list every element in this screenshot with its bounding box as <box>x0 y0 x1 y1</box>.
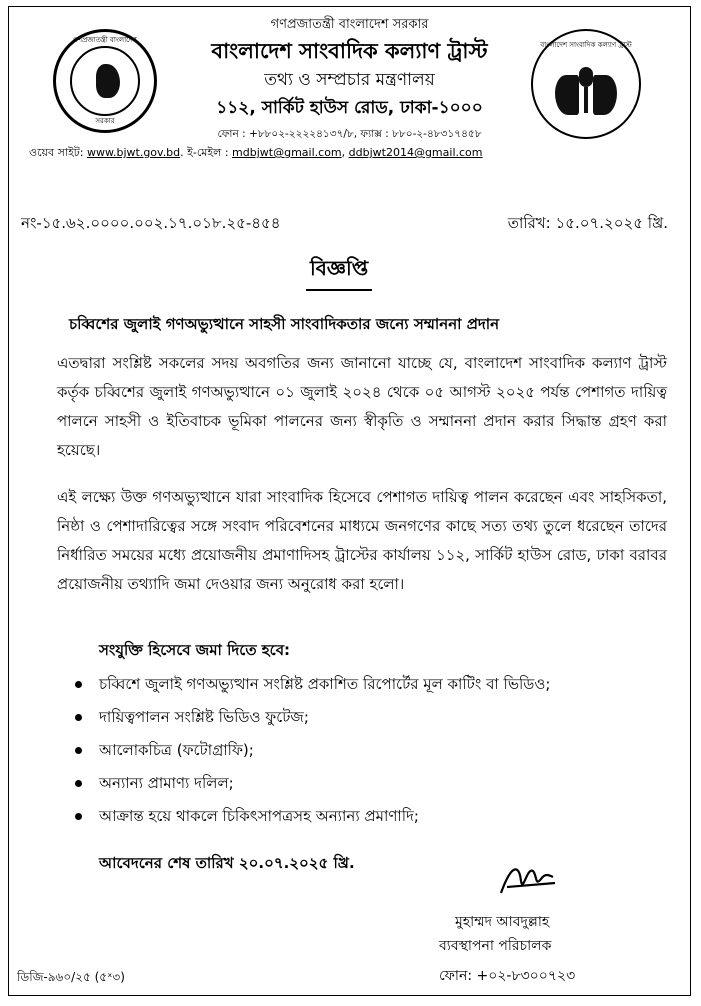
ministry-name: তথ্য ও সম্প্রচার মন্ত্রণালয় <box>264 70 435 90</box>
attachments-heading: সংযুক্তি হিসেবে জমা দিতে হবে: <box>99 641 291 659</box>
website-label: ওয়েব সাইট: <box>29 146 84 159</box>
microphone-icon <box>579 67 593 87</box>
reference-number: নং-১৫.৬২.০০০০.০০২.১৭.০১৮.২৫-৪৫৪ <box>21 214 281 232</box>
email-link-1[interactable]: mdbjwt@gmail.com <box>232 146 342 159</box>
website-link[interactable]: www.bjwt.gov.bd <box>87 146 181 159</box>
signatory-designation: ব্যবস্থাপনা পরিচালক <box>439 938 552 954</box>
notice-paragraph-1: এতদ্বারা সংশ্লিষ্ট সকলের সদয় অবগতির জন্য জানানো যাচ্ছে যে, বাংলাদেশ সাংবাদিক কল্যাণ ট্রাস্ট কর্তৃক চব্বিশের জুলাই গণঅভ্যুত্থানে ০১ জুলাই ২০২৪ থেকে ০৫ আগস্ট ২০২৫ পর্যন্ত পেশাগত দায়িত্ব পালনে সাহসী ও ইতিবাচক ভূমিকা পালনের জন্য স্বীকৃতি ও সম্মাননা প্রদান করার সিদ্ধান্ত গ্রহণ করা হয়েছে। <box>57 354 667 459</box>
notice-subject: চব্বিশের জুলাই গণঅভ্যুত্থানে সাহসী সাংবাদিকতার জন্যে সম্মাননা প্রদান <box>69 315 500 333</box>
issue-date: তারিখ: ১৫.০৭.২০২৫ খ্রি. <box>507 214 668 232</box>
office-address: ১১২, সার্কিট হাউস রোড, ঢাকা-১০০০ <box>216 98 483 118</box>
bullet-icon <box>75 813 82 820</box>
right-hand-icon <box>593 75 617 115</box>
attachment-text: দায়িত্বপালন সংশ্লিষ্ট ভিডিও ফুটেজ; <box>99 708 309 726</box>
seal-ring-text: গণপ্রজাতন্ত্রী বাংলাদেশ <box>73 36 137 44</box>
attachment-text: চব্বিশে জুলাই গণঅভ্যুত্থান সংশ্লিষ্ট প্রকাশিত রিপোর্টের মূল কাটিং বা ভিডিও; <box>99 675 551 693</box>
signatory-name: মুহাম্মদ আবদুল্লাহ <box>455 914 550 930</box>
seal-bottom-text: সরকার <box>95 117 115 125</box>
list-item <box>75 739 550 772</box>
notice-paragraph-2: এই লক্ষ্যে উক্ত গণঅভ্যুত্থানে যারা সাংবাদিক হিসেবে পেশাগত দায়িত্ব পালন করেছেন এবং সাহসিকতা, নিষ্ঠা ও পেশাদারিত্বের সঙ্গে সংবাদ পরিবেশনের মাধ্যমে জনগণের কাছে সত্য তথ্য তুলে ধরেছেন তাদের নির্ধারিত সময়ের মধ্যে প্রয়োজনীয় প্রমাণাদিসহ ট্রাস্টের কার্যালয় ১১২, সার্কিট হাউস রোড, ঢাকা বরাবর প্রয়োজনীয় তথ্যাদি জমা দেওয়ার জন্য অনুরোধ করা হলো। <box>57 488 667 593</box>
email-link-2[interactable]: ddbjwt2014@gmail.com <box>348 146 483 159</box>
bullet-icon <box>75 780 82 787</box>
left-hand-icon <box>555 75 579 115</box>
list-item <box>75 673 550 706</box>
contact-line: ফোন : +৮৮০২-২২২২৪১৩৭/৮, ফ্যাক্স : ৮৮০-২-৪৮৩১৭৪৫৮ <box>217 128 482 140</box>
attachment-text: আক্রান্ত হয়ে থাকলে চিকিৎসাপত্রসহ অন্যান্য প্রমাণাদি; <box>99 807 419 825</box>
notice-page <box>8 6 691 996</box>
microphone-stand-icon <box>584 87 588 113</box>
organization-name: বাংলাদেশ সাংবাদিক কল্যাণ ট্রাস্ট <box>211 39 488 63</box>
attachment-text: আলোকচিত্র (ফটোগ্রাফি); <box>99 741 254 759</box>
trust-logo <box>531 29 641 139</box>
government-name: গণপ্রজাতন্ত্রী বাংলাদেশ সরকার <box>270 17 429 32</box>
trust-logo-ring-text: বাংলাদেশ সাংবাদিক কল্যাণ ট্রাস্ট <box>540 41 632 49</box>
bullet-icon <box>75 714 82 721</box>
email-separator: , <box>341 146 346 159</box>
email-label: . ই-মেইল : <box>180 146 229 159</box>
bullet-icon <box>75 747 82 754</box>
notice-title: বিজ্ঞপ্তি <box>306 254 372 291</box>
handwritten-signature <box>497 857 561 901</box>
application-deadline: আবেদনের শেষ তারিখ ২০.০৭.২০২৫ খ্রি. <box>99 854 355 872</box>
bullet-icon <box>75 681 82 688</box>
list-item <box>75 772 550 805</box>
signatory-phone: ফোন: +০২-৮৩০০৭২৩ <box>439 968 576 984</box>
footer-code: ডিজি-৯৬০/২৫ (৫ˣ৩) <box>17 970 125 984</box>
list-item <box>75 706 550 739</box>
web-email-line <box>29 144 483 163</box>
attachments-list <box>75 673 550 838</box>
list-item <box>75 805 550 838</box>
attachment-text: অন্যান্য প্রামাণ্য দলিল; <box>99 774 234 792</box>
